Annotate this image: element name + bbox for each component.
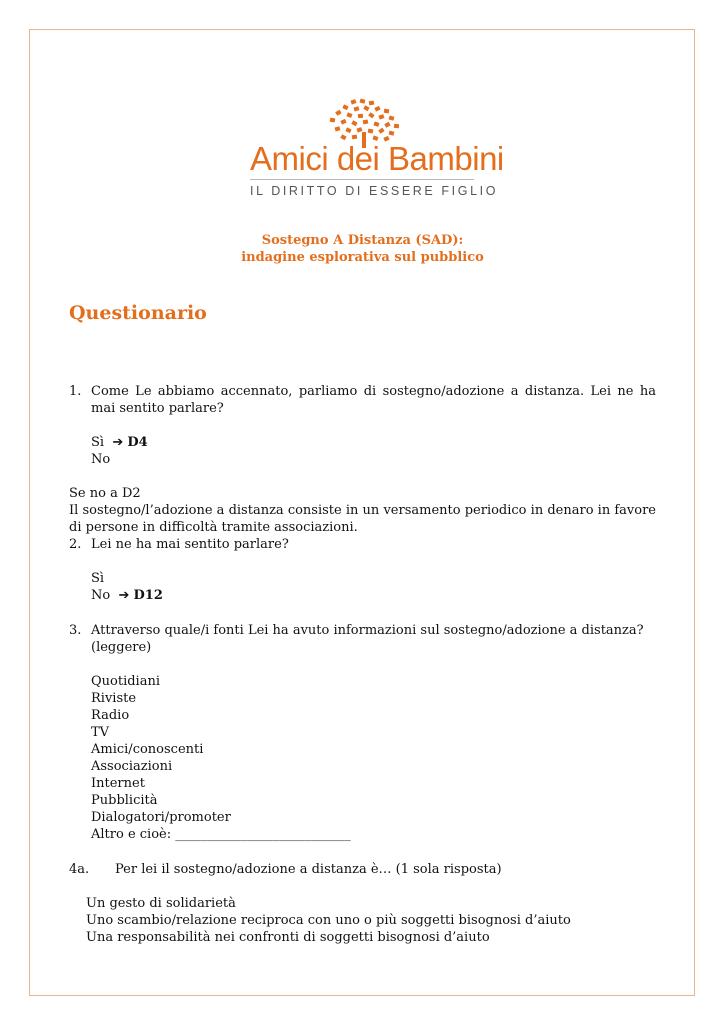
q3-number: 3. (69, 623, 82, 638)
q3-option[interactable]: TV (91, 725, 110, 740)
q4a-text: Per lei il sostegno/adozione a distanza è… (1 sola risposta) (115, 862, 502, 877)
q3-option[interactable]: Amici/conoscenti (91, 742, 204, 757)
arrow-right-icon: ➔ (114, 588, 134, 603)
page-title: Questionario (69, 302, 207, 324)
q3-text: Attraverso quale/i fonti Lei ha avuto informazioni sul sostegno/adozione a distanza? (91, 623, 644, 638)
q1-goto: D4 (127, 435, 148, 450)
q4a-option[interactable]: Uno scambio/relazione reciproca con uno o più soggetti bisognosi d’aiuto (86, 913, 571, 928)
q3-option[interactable]: Radio (91, 708, 130, 723)
q2-option-yes[interactable]: Sì (91, 571, 105, 586)
q1-option-no[interactable]: No (91, 452, 111, 467)
q3-option[interactable]: Quotidiani (91, 674, 160, 689)
q4a-option[interactable]: Un gesto di solidarietà (86, 896, 236, 911)
q1-option-yes[interactable] (91, 434, 148, 451)
q2-option-no-label: No (91, 588, 111, 603)
bridge-condition: Se no a D2 (69, 486, 141, 501)
q1-text-line-1: Come Le abbiamo accennato, parliamo di sostegno/adozione a distanza. Lei ne ha mai (91, 384, 656, 416)
q3-option[interactable]: Internet (91, 776, 145, 791)
logo-divider (250, 179, 474, 180)
q1-text (91, 383, 656, 417)
q3-option[interactable]: Pubblicità (91, 793, 158, 808)
q2-number: 2. (69, 537, 82, 552)
q2-text: Lei ne ha mai sentito parlare? (91, 537, 289, 552)
q2-option-no[interactable] (91, 587, 163, 604)
logo (246, 98, 504, 198)
bridge-definition-line-2: persone in difficoltà tramite associazioni. (85, 520, 358, 535)
q3-option[interactable]: Dialogatori/promoter (91, 810, 231, 825)
q1-text-line-2: sentito parlare? (119, 401, 224, 416)
q2-goto: D12 (133, 588, 163, 603)
logo-name: Amici dei Bambini (250, 140, 504, 177)
q4a-option[interactable]: Una responsabilità nei confronti di soggetti bisognosi d’aiuto (86, 930, 490, 945)
q3-instruction: (leggere) (91, 640, 152, 655)
q3-option[interactable]: Riviste (91, 691, 137, 706)
bridge-definition (69, 502, 656, 536)
subtitle-line-1: Sostegno A Distanza (SAD): (261, 233, 464, 248)
q4a-number: 4a. (69, 862, 90, 877)
q1-number: 1. (69, 384, 82, 399)
subtitle-line-2: indagine esplorativa sul pubblico (241, 250, 484, 265)
q1-option-yes-label: Sì (91, 435, 105, 450)
q3-option[interactable]: Associazioni (91, 759, 173, 774)
bridge-definition-line-1: Il sostegno/l’adozione a distanza consiste in un versamento periodico in denaro in favore di (69, 503, 656, 535)
arrow-right-icon: ➔ (108, 435, 128, 450)
q3-option-other[interactable]: Altro e cioè: ___________________________ (91, 827, 351, 842)
logo-tagline: IL DIRITTO DI ESSERE FIGLIO (250, 184, 499, 198)
